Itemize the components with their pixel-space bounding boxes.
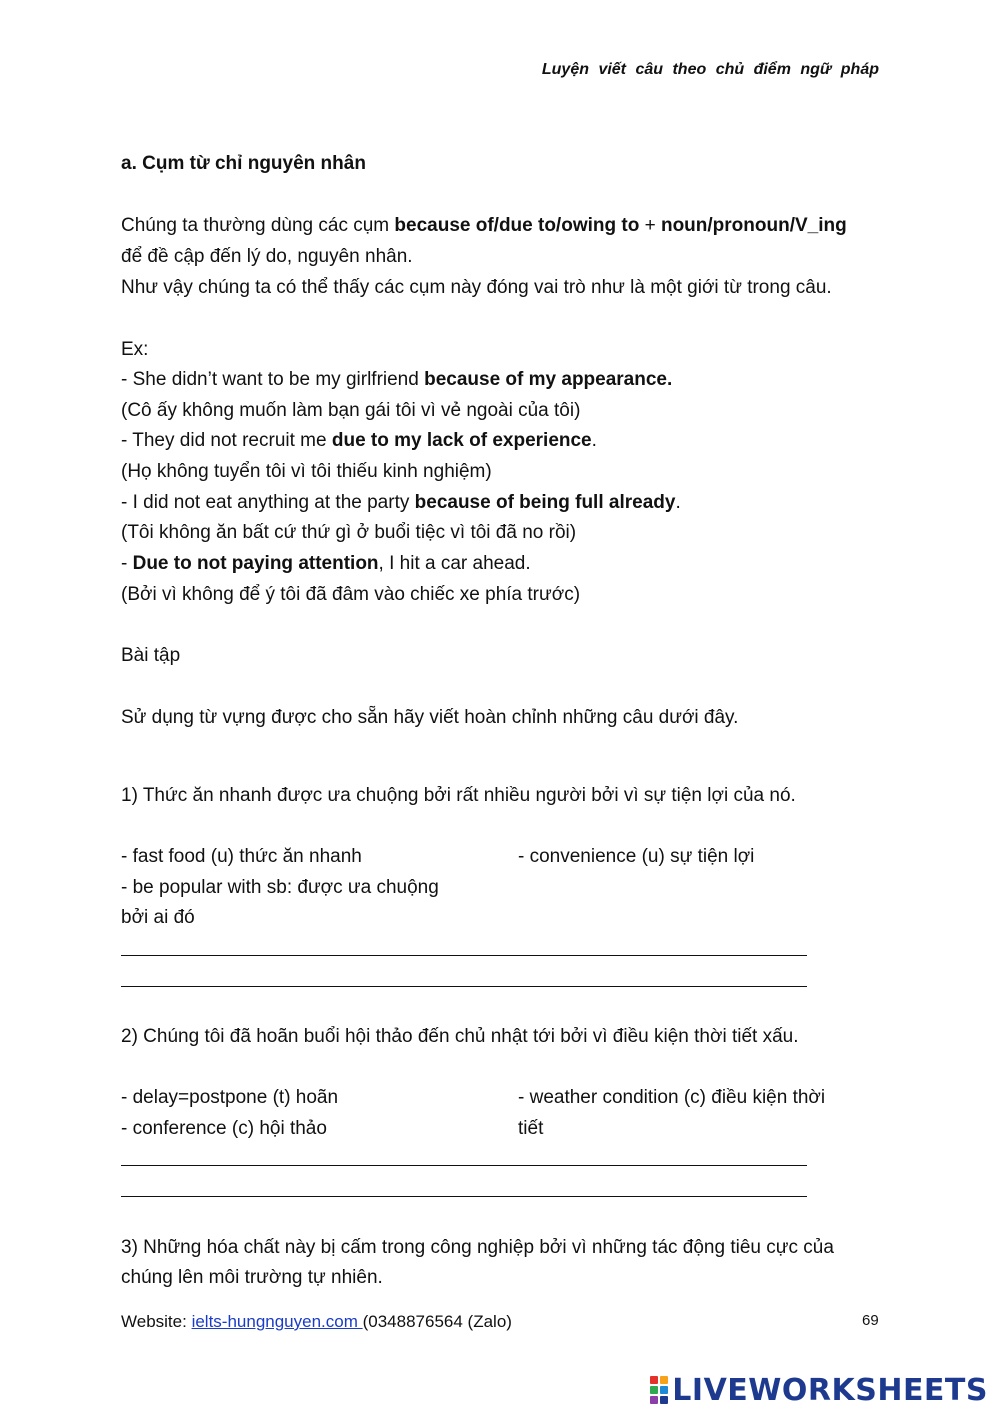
logo-square bbox=[650, 1386, 658, 1394]
logo-square bbox=[660, 1396, 668, 1404]
footer-website-label: Website: bbox=[121, 1312, 192, 1331]
example-4-dash: - bbox=[121, 553, 133, 574]
question-1-answer-line-2[interactable] bbox=[121, 986, 807, 987]
liveworksheets-logo bbox=[650, 1372, 988, 1408]
exercise-label: Bài tập bbox=[121, 645, 181, 666]
page-number: 69 bbox=[862, 1312, 879, 1329]
intro-text: Chúng ta thường dùng các cụm bbox=[121, 215, 395, 236]
question-3-prompt-line-2: chúng lên môi trường tự nhiên. bbox=[121, 1267, 383, 1288]
question-2-vocab-2: - conference (c) hội thảo bbox=[121, 1118, 327, 1139]
example-2 bbox=[121, 429, 597, 453]
logo-square bbox=[650, 1396, 658, 1404]
question-2-answer-line-1[interactable] bbox=[121, 1165, 807, 1166]
example-1-translation: (Cô ấy không muốn làm bạn gái tôi vì vẻ ngoài của tôi) bbox=[121, 400, 581, 421]
example-3-end: . bbox=[675, 492, 681, 513]
website-link[interactable]: ielts-hungnguyen.com bbox=[191, 1312, 363, 1331]
example-2-translation: (Họ không tuyển tôi vì tôi thiếu kinh nghiệm) bbox=[121, 461, 492, 482]
intro-line-3: Như vậy chúng ta có thể thấy các cụm này đóng vai trò như là một giới từ trong câu. bbox=[121, 277, 832, 298]
section-heading: a. Cụm từ chỉ nguyên nhân bbox=[121, 153, 366, 174]
examples-label: Ex: bbox=[121, 339, 149, 360]
question-3-prompt-line-1: 3) Những hóa chất này bị cấm trong công nghiệp bởi vì những tác động tiêu cực của bbox=[121, 1237, 834, 1258]
example-3 bbox=[121, 491, 681, 515]
intro-line-2: để đề cập đến lý do, nguyên nhân. bbox=[121, 246, 413, 267]
example-2-phrase: due to my lack of experience bbox=[331, 430, 592, 451]
question-1-vocab-2-cont: bởi ai đó bbox=[121, 907, 195, 928]
logo-square bbox=[660, 1386, 668, 1394]
question-2-vocab-1: - delay=postpone (t) hoãn bbox=[121, 1087, 339, 1108]
intro-line-1 bbox=[121, 214, 847, 238]
example-4-text: , I hit a car ahead. bbox=[378, 553, 531, 574]
example-4-translation: (Bởi vì không để ý tôi đã đâm vào chiếc xe phía trước) bbox=[121, 584, 581, 605]
question-1-vocab-3: - convenience (u) sự tiện lợi bbox=[518, 846, 755, 867]
example-1-text: - She didn’t want to be my girlfriend bbox=[121, 369, 425, 390]
example-3-translation: (Tôi không ăn bất cứ thứ gì ở buổi tiệc vì tôi đã no rồi) bbox=[121, 522, 577, 543]
question-1-answer-line-1[interactable] bbox=[121, 955, 807, 956]
example-1-phrase: because of my appearance. bbox=[424, 369, 673, 390]
example-2-end: . bbox=[591, 430, 597, 451]
example-2-text: - They did not recruit me bbox=[121, 430, 332, 451]
footer-contact: (0348876564 (Zalo) bbox=[362, 1312, 512, 1331]
exercise-instruction: Sử dụng từ vựng được cho sẵn hãy viết hoàn chỉnh những câu dưới đây. bbox=[121, 707, 739, 728]
question-1-prompt: 1) Thức ăn nhanh được ưa chuộng bởi rất nhiều người bởi vì sự tiện lợi của nó. bbox=[121, 785, 796, 806]
example-3-phrase: because of being full already bbox=[414, 492, 676, 513]
intro-structure: noun/pronoun/V_ing bbox=[660, 215, 847, 236]
intro-phrases: because of/due to/owing to bbox=[394, 215, 640, 236]
running-header: Luyện viết câu theo chủ điểm ngữ pháp bbox=[541, 61, 879, 78]
question-2-prompt: 2) Chúng tôi đã hoãn buổi hội thảo đến chủ nhật tới bởi vì điều kiện thời tiết xấu. bbox=[121, 1026, 799, 1047]
question-2-answer-line-2[interactable] bbox=[121, 1196, 807, 1197]
footer bbox=[121, 1312, 512, 1332]
question-1-vocab-1: - fast food (u) thức ăn nhanh bbox=[121, 846, 362, 867]
example-4 bbox=[121, 552, 531, 576]
logo-square bbox=[650, 1376, 658, 1384]
example-4-phrase: Due to not paying attention bbox=[132, 553, 379, 574]
liveworksheets-logo-text: LIVEWORKSHEETS bbox=[672, 1372, 988, 1408]
intro-plus: + bbox=[639, 215, 661, 236]
example-3-text: - I did not eat anything at the party bbox=[121, 492, 415, 513]
logo-square bbox=[660, 1376, 668, 1384]
question-2-vocab-3: - weather condition (c) điều kiện thời bbox=[518, 1087, 826, 1108]
question-1-vocab-2: - be popular with sb: được ưa chuộng bbox=[121, 877, 439, 898]
question-2-vocab-3-cont: tiết bbox=[518, 1118, 544, 1139]
liveworksheets-logo-icon bbox=[650, 1376, 668, 1404]
example-1 bbox=[121, 368, 672, 392]
